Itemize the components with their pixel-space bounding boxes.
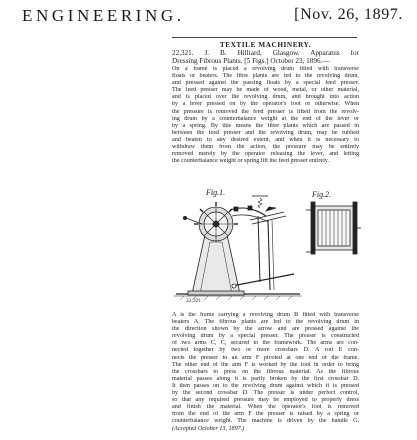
text-line: A is the frame carrying a revolving drum B fitted with transverse bbox=[172, 312, 359, 318]
machine-drawing bbox=[172, 190, 362, 308]
text-line: It then passes on to the revolving drum against which it is pressed bbox=[172, 382, 359, 389]
fig2-label: Fig.2. bbox=[312, 190, 332, 199]
patent-heading-line: Dressing Fibrous Plants. [5 Figs.] October 23, 1896.— bbox=[172, 57, 330, 65]
patent-heading-line: 22,321. J. B. Hilliard, Glasgow. Apparatus for bbox=[172, 50, 359, 57]
page-masthead bbox=[0, 4, 417, 34]
text-line: revolving drum by a special presser. The presser is constructed bbox=[172, 333, 359, 340]
fig1-caption: 22,321 bbox=[186, 298, 202, 304]
section-heading: TEXTILE MACHINERY. bbox=[219, 41, 312, 49]
text-line: the direction shown by the arrow and are pressed against the bbox=[172, 326, 359, 333]
text-line: withdraw them from the action, the pressure may be entirely bbox=[172, 144, 359, 151]
text-line: On a frame is placed a revolving drum fitted with transverse bbox=[172, 66, 359, 72]
text-line: the counterbalance weight or spring lift the feed presser entirely. bbox=[172, 158, 329, 165]
text-line: and is placed over the revolving drum, and brought into action bbox=[172, 94, 359, 101]
text-line: and pressed against the passing floats by a special feed presser. bbox=[172, 80, 359, 87]
text-line: nects the presser to an arm F pivoted at one end of the frame. bbox=[172, 354, 359, 361]
text-line: from the end of the arm F the presser is raised by a spring or bbox=[172, 411, 359, 418]
text-line: of two arms C, C, secured to the framework. The arms are con- bbox=[172, 340, 359, 347]
column-rule bbox=[172, 37, 357, 38]
text-line: nected together by two or more crossbars D. A rod E con- bbox=[172, 347, 359, 354]
text-line: and finish the material. When the operator's foot is removed bbox=[172, 404, 359, 411]
text-line: by a spring. By this means the fibre plants which are passed in bbox=[172, 122, 359, 129]
text-line: counterbalance weight. The machine is driven by the handle G. bbox=[172, 418, 359, 425]
fig2-drawing bbox=[306, 202, 361, 254]
fig1-drawing bbox=[174, 196, 302, 300]
issue-date: [Nov. 26, 1897. bbox=[294, 6, 403, 23]
patent-heading bbox=[172, 50, 359, 65]
text-line: ing drum by a counterbalance weight at the end of the lever or bbox=[172, 115, 359, 122]
text-line: beaters A. The fibrous plants are fed to the revolving drum in bbox=[172, 319, 359, 326]
journal-title: ENGINEERING. bbox=[22, 6, 185, 25]
text-line: by the second crossbar D. The presser is under perfect control, bbox=[172, 390, 359, 397]
acceptance-date: (Accepted October 13, 1897.) bbox=[172, 425, 245, 432]
text-line: removed merely by the operator releasing the lever, and letting bbox=[172, 151, 359, 158]
text-line: The other end of the arm F is worked by the foot in order to bring bbox=[172, 361, 359, 368]
fig1-label: Fig.1. bbox=[206, 188, 226, 197]
text-line: so that any required pressure may be employed to properly dress bbox=[172, 397, 359, 404]
patent-description-paragraph bbox=[172, 312, 359, 433]
text-line: The feed presser may be made of wood, metal, or other material, bbox=[172, 87, 359, 94]
text-line: between the feed presser and the revolving drum, may be rubbed bbox=[172, 129, 359, 136]
text-line: and beaten to any desired extent, and when it is necessary to bbox=[172, 136, 359, 143]
patent-figures bbox=[172, 190, 362, 308]
text-line: by a lever pressed on by the operator's foot or otherwise. When bbox=[172, 101, 359, 108]
text-line: the crossbars to press on the fibrous material. As the fibrous bbox=[172, 368, 359, 375]
text-line: floats or beaters. The fibre plants are fed to the revolving drum, bbox=[172, 73, 359, 80]
text-line: the pressure is removed the feed presser is lifted from the revolv- bbox=[172, 108, 359, 115]
patent-abstract-paragraph bbox=[172, 66, 359, 165]
text-line: material passes along it is partly broken by the first crossbar D. bbox=[172, 375, 359, 382]
